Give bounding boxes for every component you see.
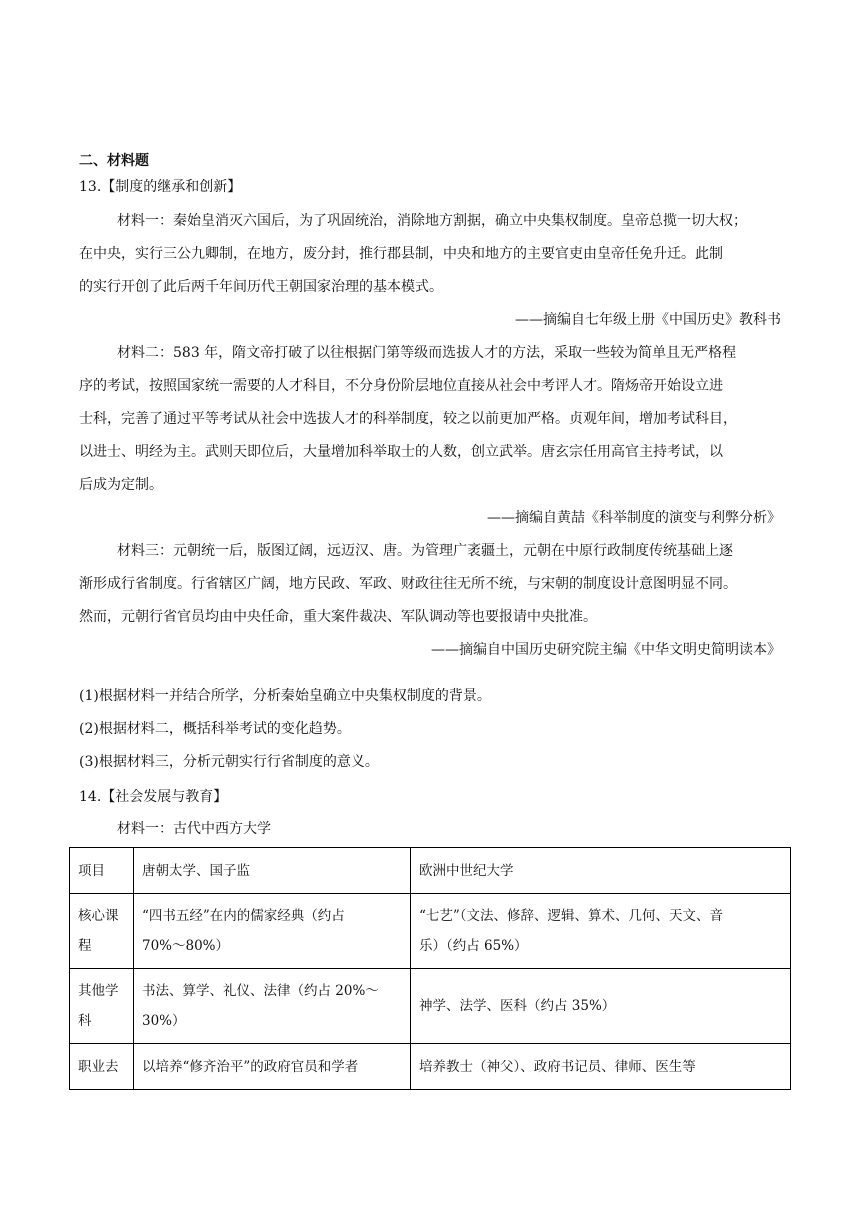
cell-line: 科 [78,1013,92,1029]
source-citation: ——摘编自黄喆《科举制度的演变与利弊分析》 [487,510,781,526]
table-cell [411,894,791,969]
cell-line: 书法、算学、礼仪、法律（约占 20%～ [142,983,379,999]
text-line: 以进士、明经为主。武则天即位后，大量增加科举取士的人数，创立武举。唐玄宗任用高官主持考试，以 [79,444,723,460]
table-row [70,969,791,1044]
cell-line: “七艺”（文法、修辞、逻辑、算术、几何、天文、音 [419,908,724,924]
table-header-cell: 欧洲中世纪大学 [411,848,791,894]
table-row [70,1044,791,1090]
cell-line: 程 [78,938,92,954]
cell-line: 30%） [142,1013,186,1029]
table-cell [411,1044,791,1090]
table-cell [70,969,134,1044]
cell-line: 70%～80%） [142,938,230,954]
table-cell [134,969,411,1044]
cell-line: “四书五经”在内的儒家经典（约占 [142,908,345,924]
cell-line: 职业去 [78,1058,119,1075]
text-line: 序的考试，按照国家统一需要的人才科目，不分身份阶层地位直接从社会中考评人才。隋炀帝开始设立进 [79,378,723,394]
section-title: 二、材料题 [79,153,149,169]
table-cell [134,1044,411,1090]
cell-line: 核心课 [78,908,119,924]
q14-title: 14.【社会发展与教育】 [79,789,228,805]
cell-line: 神学、法学、医科（约占 35%） [419,998,616,1014]
text-line: 材料一：秦始皇消灭六国后，为了巩固统治，消除地方割据，确立中央集权制度。皇帝总揽一切大权； [117,213,747,229]
text-line: 然而，元朝行省官员均由中央任命，重大案件裁决、军队调动等也要报请中央批准。 [79,609,597,625]
table-cell [411,969,791,1044]
text-line: 士科，完善了通过平等考试从社会中选拔人才的科举制度，较之以前更加严格。贞观年间，增加考试科目， [79,411,737,427]
question-item: (2)根据材料二，概括科举考试的变化趋势。 [79,721,351,737]
cell-line: 以培养“修齐治平”的政府官员和学者 [142,1058,359,1075]
table-row [70,894,791,969]
text-line: 的实行开创了此后两千年间历代王朝国家治理的基本模式。 [79,279,443,295]
q13-title: 13.【制度的继承和创新】 [79,179,242,195]
question-item: (1)根据材料一并结合所学，分析秦始皇确立中央集权制度的背景。 [79,688,491,704]
table-header-cell: 唐朝太学、国子监 [134,848,411,894]
cell-line: 其他学 [78,983,119,999]
q14-material-1-intro: 材料一：古代中西方大学 [117,821,271,837]
text-line: 后成为定制。 [79,477,163,493]
source-citation: ——摘编自七年级上册《中国历史》教科书 [515,312,781,328]
question-item: (3)根据材料三，分析元朝实行行省制度的意义。 [79,754,379,770]
comparison-table [69,847,791,1090]
text-line: 材料二：583 年，隋文帝打破了以往根据门第等级而选拔人才的方法，采取一些较为简单且无严格程 [117,345,737,361]
source-citation: ——摘编自中国历史研究院主编《中华文明史简明读本》 [431,642,781,658]
table-header-row [70,848,791,894]
text-line: 在中央，实行三公九卿制，在地方，废分封，推行郡县制，中央和地方的主要官吏由皇帝任免升迁。此制 [79,246,723,262]
text-line: 渐形成行省制度。行省辖区广阔，地方民政、军政、财政往往无所不统，与宋朝的制度设计意图明显不同。 [79,576,737,592]
table-cell [70,1044,134,1090]
table-cell [70,894,134,969]
table-cell [134,894,411,969]
cell-line: 培养教士（神父）、政府书记员、律师、医生等 [419,1058,696,1075]
cell-line: 乐）（约占 65%） [419,938,528,954]
table-header-cell: 项目 [70,848,134,894]
text-line: 材料三：元朝统一后，版图辽阔，远迈汉、唐。为管理广袤疆土，元朝在中原行政制度传统基础上逐 [117,543,733,559]
